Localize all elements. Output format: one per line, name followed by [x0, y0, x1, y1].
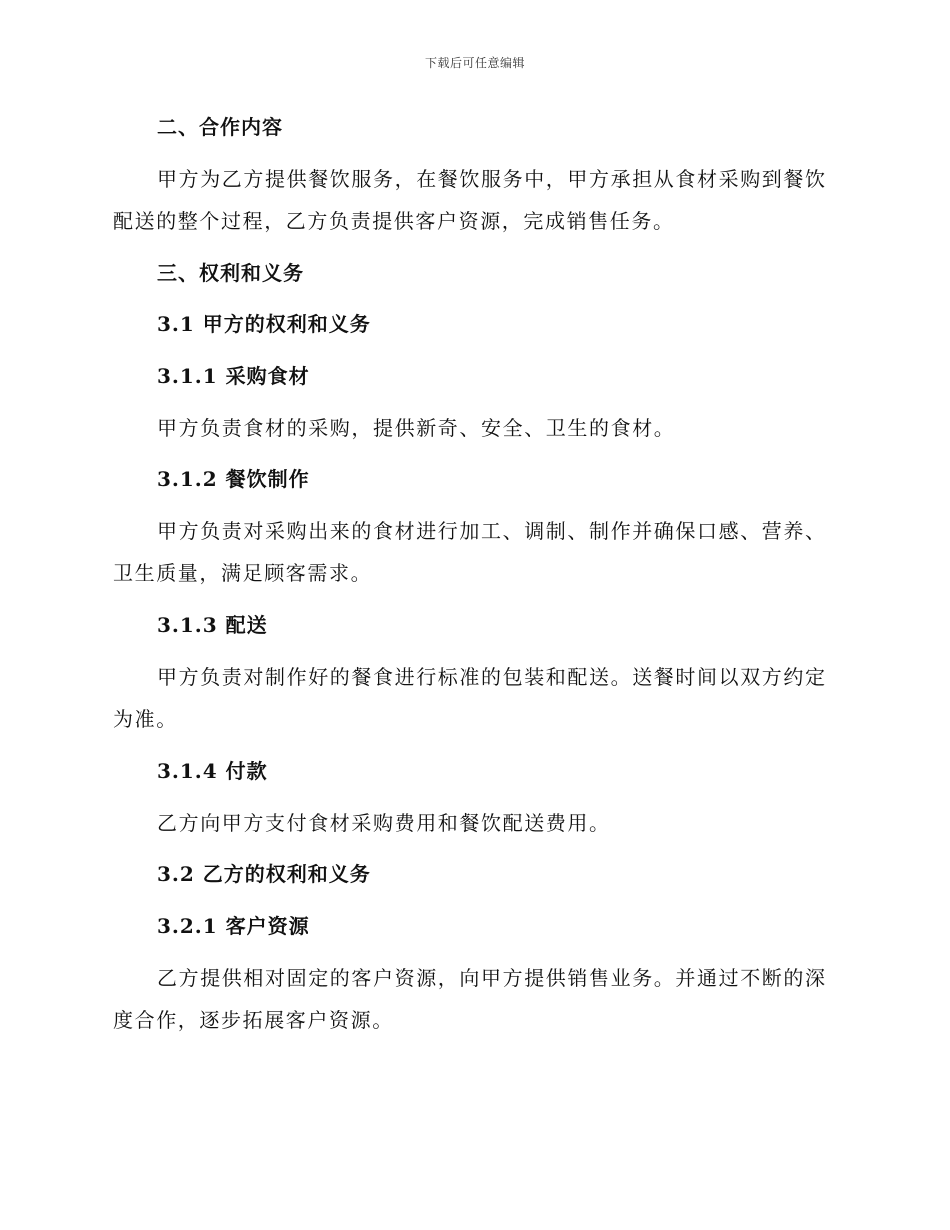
- subsection-heading-3-1-3: 3.1.3 配送: [157, 613, 268, 637]
- paragraph-3-1-1: 甲方负责食材的采购，提供新奇、安全、卫生的食材。: [157, 416, 676, 440]
- section-heading-rights: 三、权利和义务: [157, 261, 304, 285]
- section-heading-cooperation: 二、合作内容: [157, 115, 283, 139]
- paragraph-3-1-2: 甲方负责对采购出来的食材进行加工、调制、制作并确保口感、营养、卫生质量，满足顾客需求。: [113, 519, 827, 585]
- subsection-heading-3-1-4: 3.1.4 付款: [157, 759, 268, 783]
- paragraph-cooperation: 甲方为乙方提供餐饮服务，在餐饮服务中，甲方承担从食材采购到餐饮配送的整个过程，乙方负责提供客户资源，完成销售任务。: [113, 167, 827, 233]
- paragraph-3-1-3: 甲方负责对制作好的餐食进行标准的包装和配送。送餐时间以双方约定为准。: [113, 665, 827, 731]
- page-header: 下载后可任意编辑: [424, 56, 525, 70]
- paragraph-3-2-1: 乙方提供相对固定的客户资源，向甲方提供销售业务。并通过不断的深度合作，逐步拓展客户资源。: [113, 966, 827, 1032]
- subsection-heading-3-1-2: 3.1.2 餐饮制作: [157, 467, 310, 491]
- subsection-heading-3-1-1: 3.1.1 采购食材: [157, 364, 310, 388]
- subsection-heading-3-2: 3.2 乙方的权利和义务: [157, 862, 371, 886]
- subsection-heading-3-1: 3.1 甲方的权利和义务: [157, 312, 371, 336]
- paragraph-3-1-4: 乙方向甲方支付食材采购费用和餐饮配送费用。: [157, 811, 611, 835]
- subsection-heading-3-2-1: 3.2.1 客户资源: [157, 914, 310, 938]
